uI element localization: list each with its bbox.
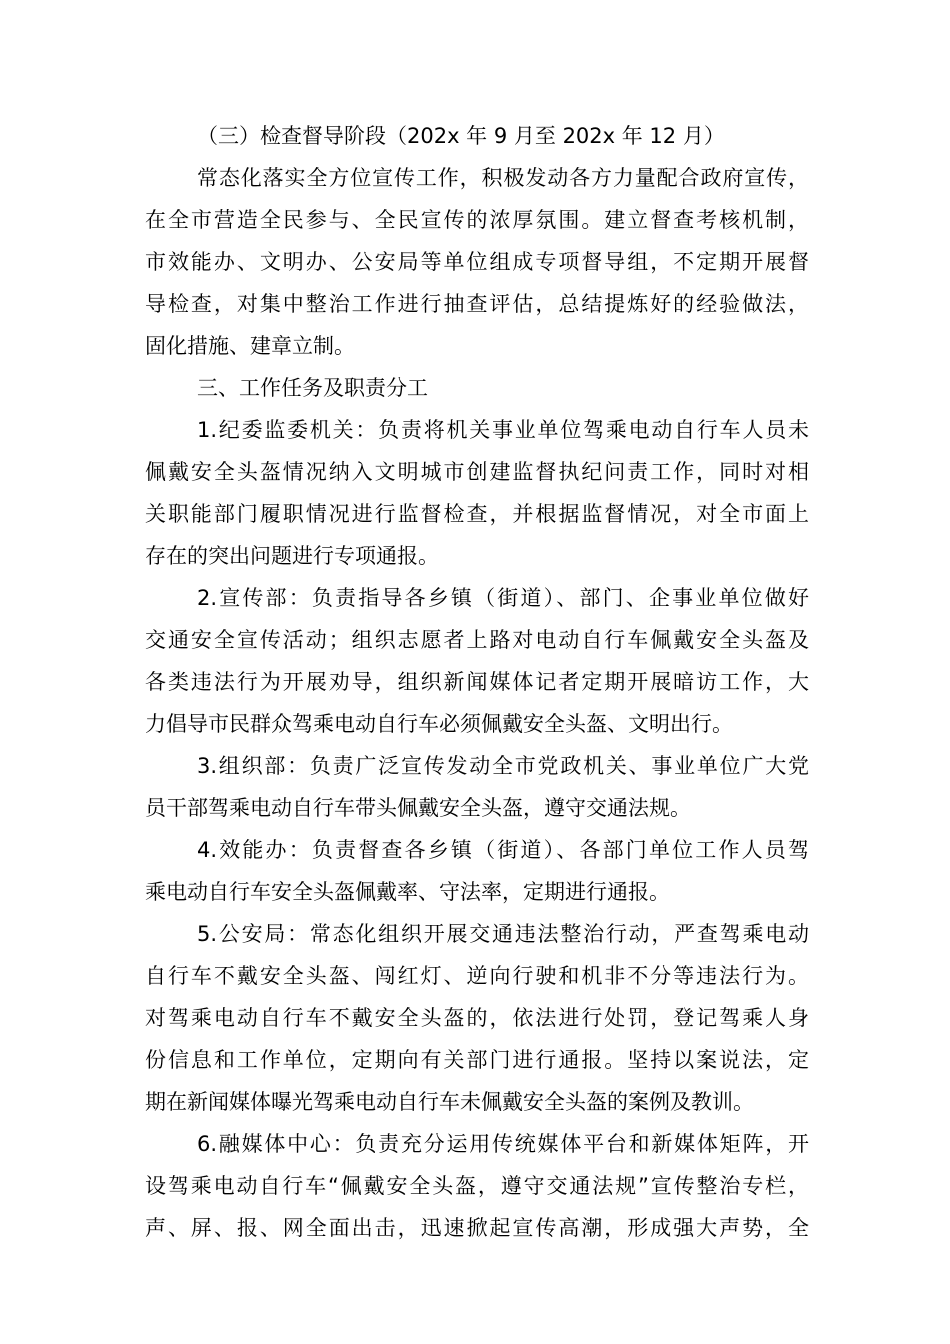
paragraph-publicity-work	[145, 157, 809, 367]
text-line: 固化措施、建章立制。	[145, 334, 355, 358]
paragraph-item-2	[145, 577, 809, 745]
text-line: 自行车不戴安全头盔、闯红灯、逆向行驶和机非不分等违法行为。	[145, 964, 809, 988]
text-line: 声、屏、报、网全面出击，迅速掀起宣传高潮，形成强大声势，全	[145, 1216, 809, 1240]
paragraph-item-6	[145, 1123, 809, 1249]
text-line: 乘电动自行车安全头盔佩戴率、守法率，定期进行通报。	[145, 880, 670, 904]
text-line: 份信息和工作单位，定期向有关部门进行通报。坚持以案说法，定	[145, 1048, 809, 1072]
text-line: 力倡导市民群众驾乘电动自行车必须佩戴安全头盔、文明出行。	[145, 712, 733, 736]
text-line: 交通安全宣传活动；组织志愿者上路对电动自行车佩戴安全头盔及	[145, 628, 809, 652]
document-page	[145, 115, 809, 1249]
text-line: 关职能部门履职情况进行监督检查，并根据监督情况，对全市面上	[145, 502, 809, 526]
text-line: 佩戴安全头盔情况纳入文明城市创建监督执纪问责工作，同时对相	[145, 460, 809, 484]
text-line: 2.宣传部：负责指导各乡镇（街道）、部门、企事业单位做好	[197, 586, 809, 610]
text-line: 三、工作任务及职责分工	[197, 376, 428, 400]
text-line: 市效能办、文明办、公安局等单位组成专项督导组，不定期开展督	[145, 250, 809, 274]
paragraph-item-5	[145, 913, 809, 1123]
text-line: 期在新闻媒体曝光驾乘电动自行车未佩戴安全头盔的案例及教训。	[145, 1090, 754, 1114]
paragraph-item-4	[145, 829, 809, 913]
text-line: 3.组织部：负责广泛宣传发动全市党政机关、事业单位广大党	[197, 754, 809, 778]
text-line: 存在的突出问题进行专项通报。	[145, 544, 439, 568]
text-line: 常态化落实全方位宣传工作，积极发动各方力量配合政府宣传，	[197, 166, 809, 190]
text-line: 在全市营造全民参与、全民宣传的浓厚氛围。建立督查考核机制，	[145, 208, 809, 232]
text-line: 4.效能办：负责督查各乡镇（街道）、各部门单位工作人员驾	[197, 838, 809, 862]
text-line: 6.融媒体中心：负责充分运用传统媒体平台和新媒体矩阵，开	[197, 1132, 809, 1156]
text-line: 5.公安局：常态化组织开展交通违法整治行动，严查驾乘电动	[197, 922, 809, 946]
paragraph-item-3	[145, 745, 809, 829]
text-line: 对驾乘电动自行车不戴安全头盔的，依法进行处罚，登记驾乘人身	[145, 1006, 809, 1030]
text-line: 设驾乘电动自行车“佩戴安全头盔，遵守交通法规”宣传整治专栏，	[145, 1174, 809, 1198]
text-line: 1.纪委监委机关：负责将机关事业单位驾乘电动自行车人员未	[197, 418, 809, 442]
text-line: 员干部驾乘电动自行车带头佩戴安全头盔，遵守交通法规。	[145, 796, 691, 820]
section-heading-tasks	[145, 367, 809, 409]
paragraph-item-1	[145, 409, 809, 577]
text-line: 导检查，对集中整治工作进行抽查评估，总结提炼好的经验做法，	[145, 292, 809, 316]
text-line: 各类违法行为开展劝导，组织新闻媒体记者定期开展暗访工作，大	[145, 670, 809, 694]
section-heading: （三）检查督导阶段（202x 年 9 月至 202x 年 12 月）	[197, 124, 725, 148]
